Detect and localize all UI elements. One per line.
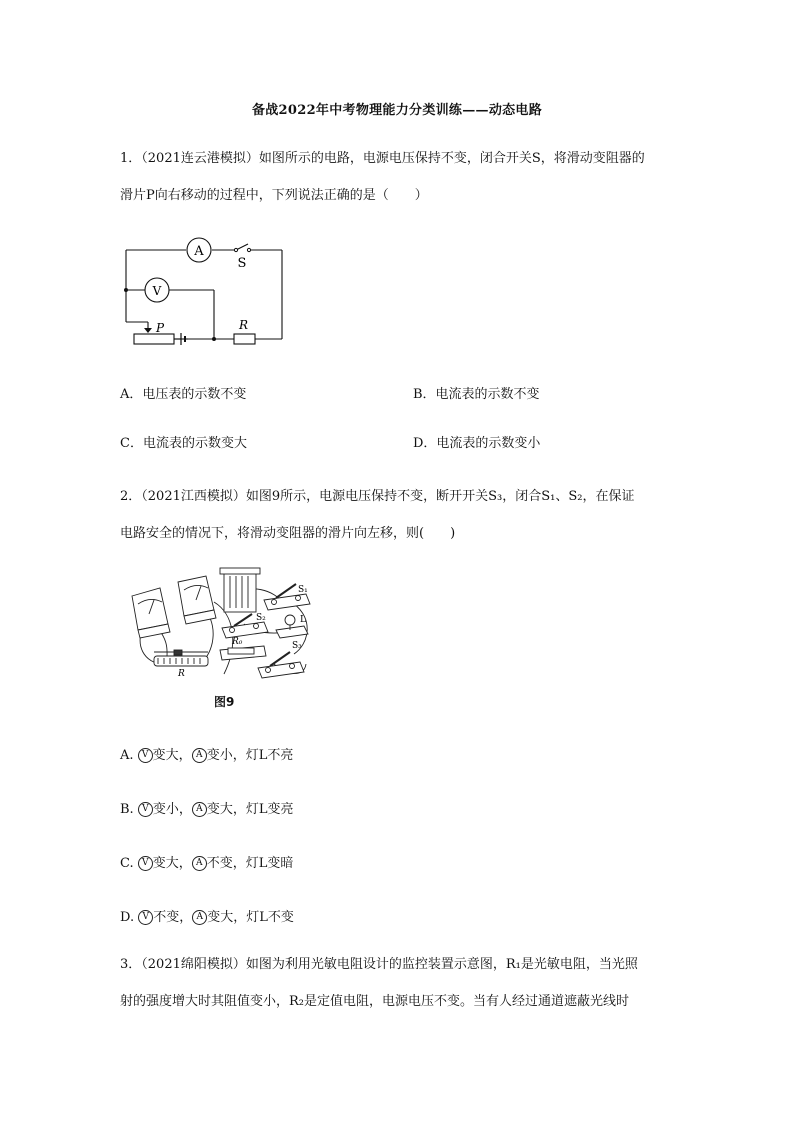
switch-label: S [237, 256, 247, 271]
question-1-line-2: 滑片P向右移动的过程中，下列说法正确的是（ ） [120, 188, 428, 203]
question-2-option-a[interactable]: A. V 变大， A 变小，灯L不亮 [120, 748, 294, 763]
question-2-apparatus-figure [124, 564, 316, 688]
rheostat-r-icon [154, 650, 208, 666]
svg-text:S₂: S₂ [256, 613, 266, 623]
ammeter-apparatus-icon [178, 576, 216, 624]
question-3-line-2: 射的强度增大时其阻值变小，R₂是定值电阻，电源电压不变。当有人经过通道遮蔽光线时 [120, 994, 630, 1009]
battery-pack-icon [220, 568, 260, 612]
ammeter-icon: A [192, 856, 207, 871]
question-1-line-1: 1．（2021连云港模拟）如图所示的电路，电源电压保持不变，闭合开关S，将滑动变阻器的 [120, 151, 645, 166]
question-3-text [120, 946, 680, 1020]
slider-label: P [156, 321, 165, 335]
question-2-option-d[interactable]: D. V 不变， A 变大，灯L不变 [120, 910, 294, 925]
voltmeter-icon: V [138, 910, 153, 925]
ammeter-icon: A [192, 802, 207, 817]
question-1-option-d[interactable]: D．电流表的示数变小 [413, 436, 541, 451]
voltmeter-icon: V [138, 802, 153, 817]
figure-9-caption: 图9 [214, 695, 235, 709]
svg-text:A: A [194, 244, 204, 259]
question-2-line-2: 电路安全的情况下，将滑动变阻器的滑片向左移，则( ) [120, 526, 456, 541]
question-3-line-1: 3．（2021绵阳模拟）如图为利用光敏电阻设计的监控装置示意图，R₁是光敏电阻，当光照 [120, 957, 638, 972]
svg-text:S₃: S₃ [292, 641, 302, 651]
resistor-label: R [239, 318, 249, 332]
question-1-option-b[interactable]: B．电流表的示数不变 [413, 387, 540, 402]
svg-text:R: R [178, 669, 185, 679]
question-2-option-b[interactable]: B. V 变小， A 变大，灯L变亮 [120, 802, 294, 817]
question-1-option-c[interactable]: C．电流表的示数变大 [120, 436, 247, 451]
question-2-text [120, 478, 680, 552]
question-2-line-1: 2．（2021江西模拟）如图9所示，电源电压保持不变，断开开关S₃，闭合S₁、S₂，在保证 [120, 489, 635, 504]
voltmeter-apparatus-icon [132, 588, 170, 638]
voltmeter-icon: V [138, 748, 153, 763]
svg-text:S₁: S₁ [298, 585, 308, 595]
svg-text:L: L [300, 615, 306, 625]
resistor-r0-icon [220, 646, 266, 660]
ammeter-icon: A [192, 748, 207, 763]
question-1-option-a[interactable]: A．电压表的示数不变 [120, 387, 247, 402]
page-title: 备战2022年中考物理能力分类训练——动态电路 [251, 103, 543, 118]
voltmeter-icon: V [138, 856, 153, 871]
slider-arrow-icon [144, 328, 152, 333]
ammeter-icon [187, 238, 211, 262]
question-2-option-c[interactable]: C. V 变大， A 不变，灯L变暗 [120, 856, 294, 871]
ammeter-icon: A [192, 910, 207, 925]
svg-text:R₀: R₀ [232, 637, 243, 647]
svg-text:V: V [152, 284, 162, 298]
voltmeter-icon [145, 278, 169, 302]
question-1-text [120, 140, 680, 214]
question-1-circuit-diagram [118, 232, 290, 350]
